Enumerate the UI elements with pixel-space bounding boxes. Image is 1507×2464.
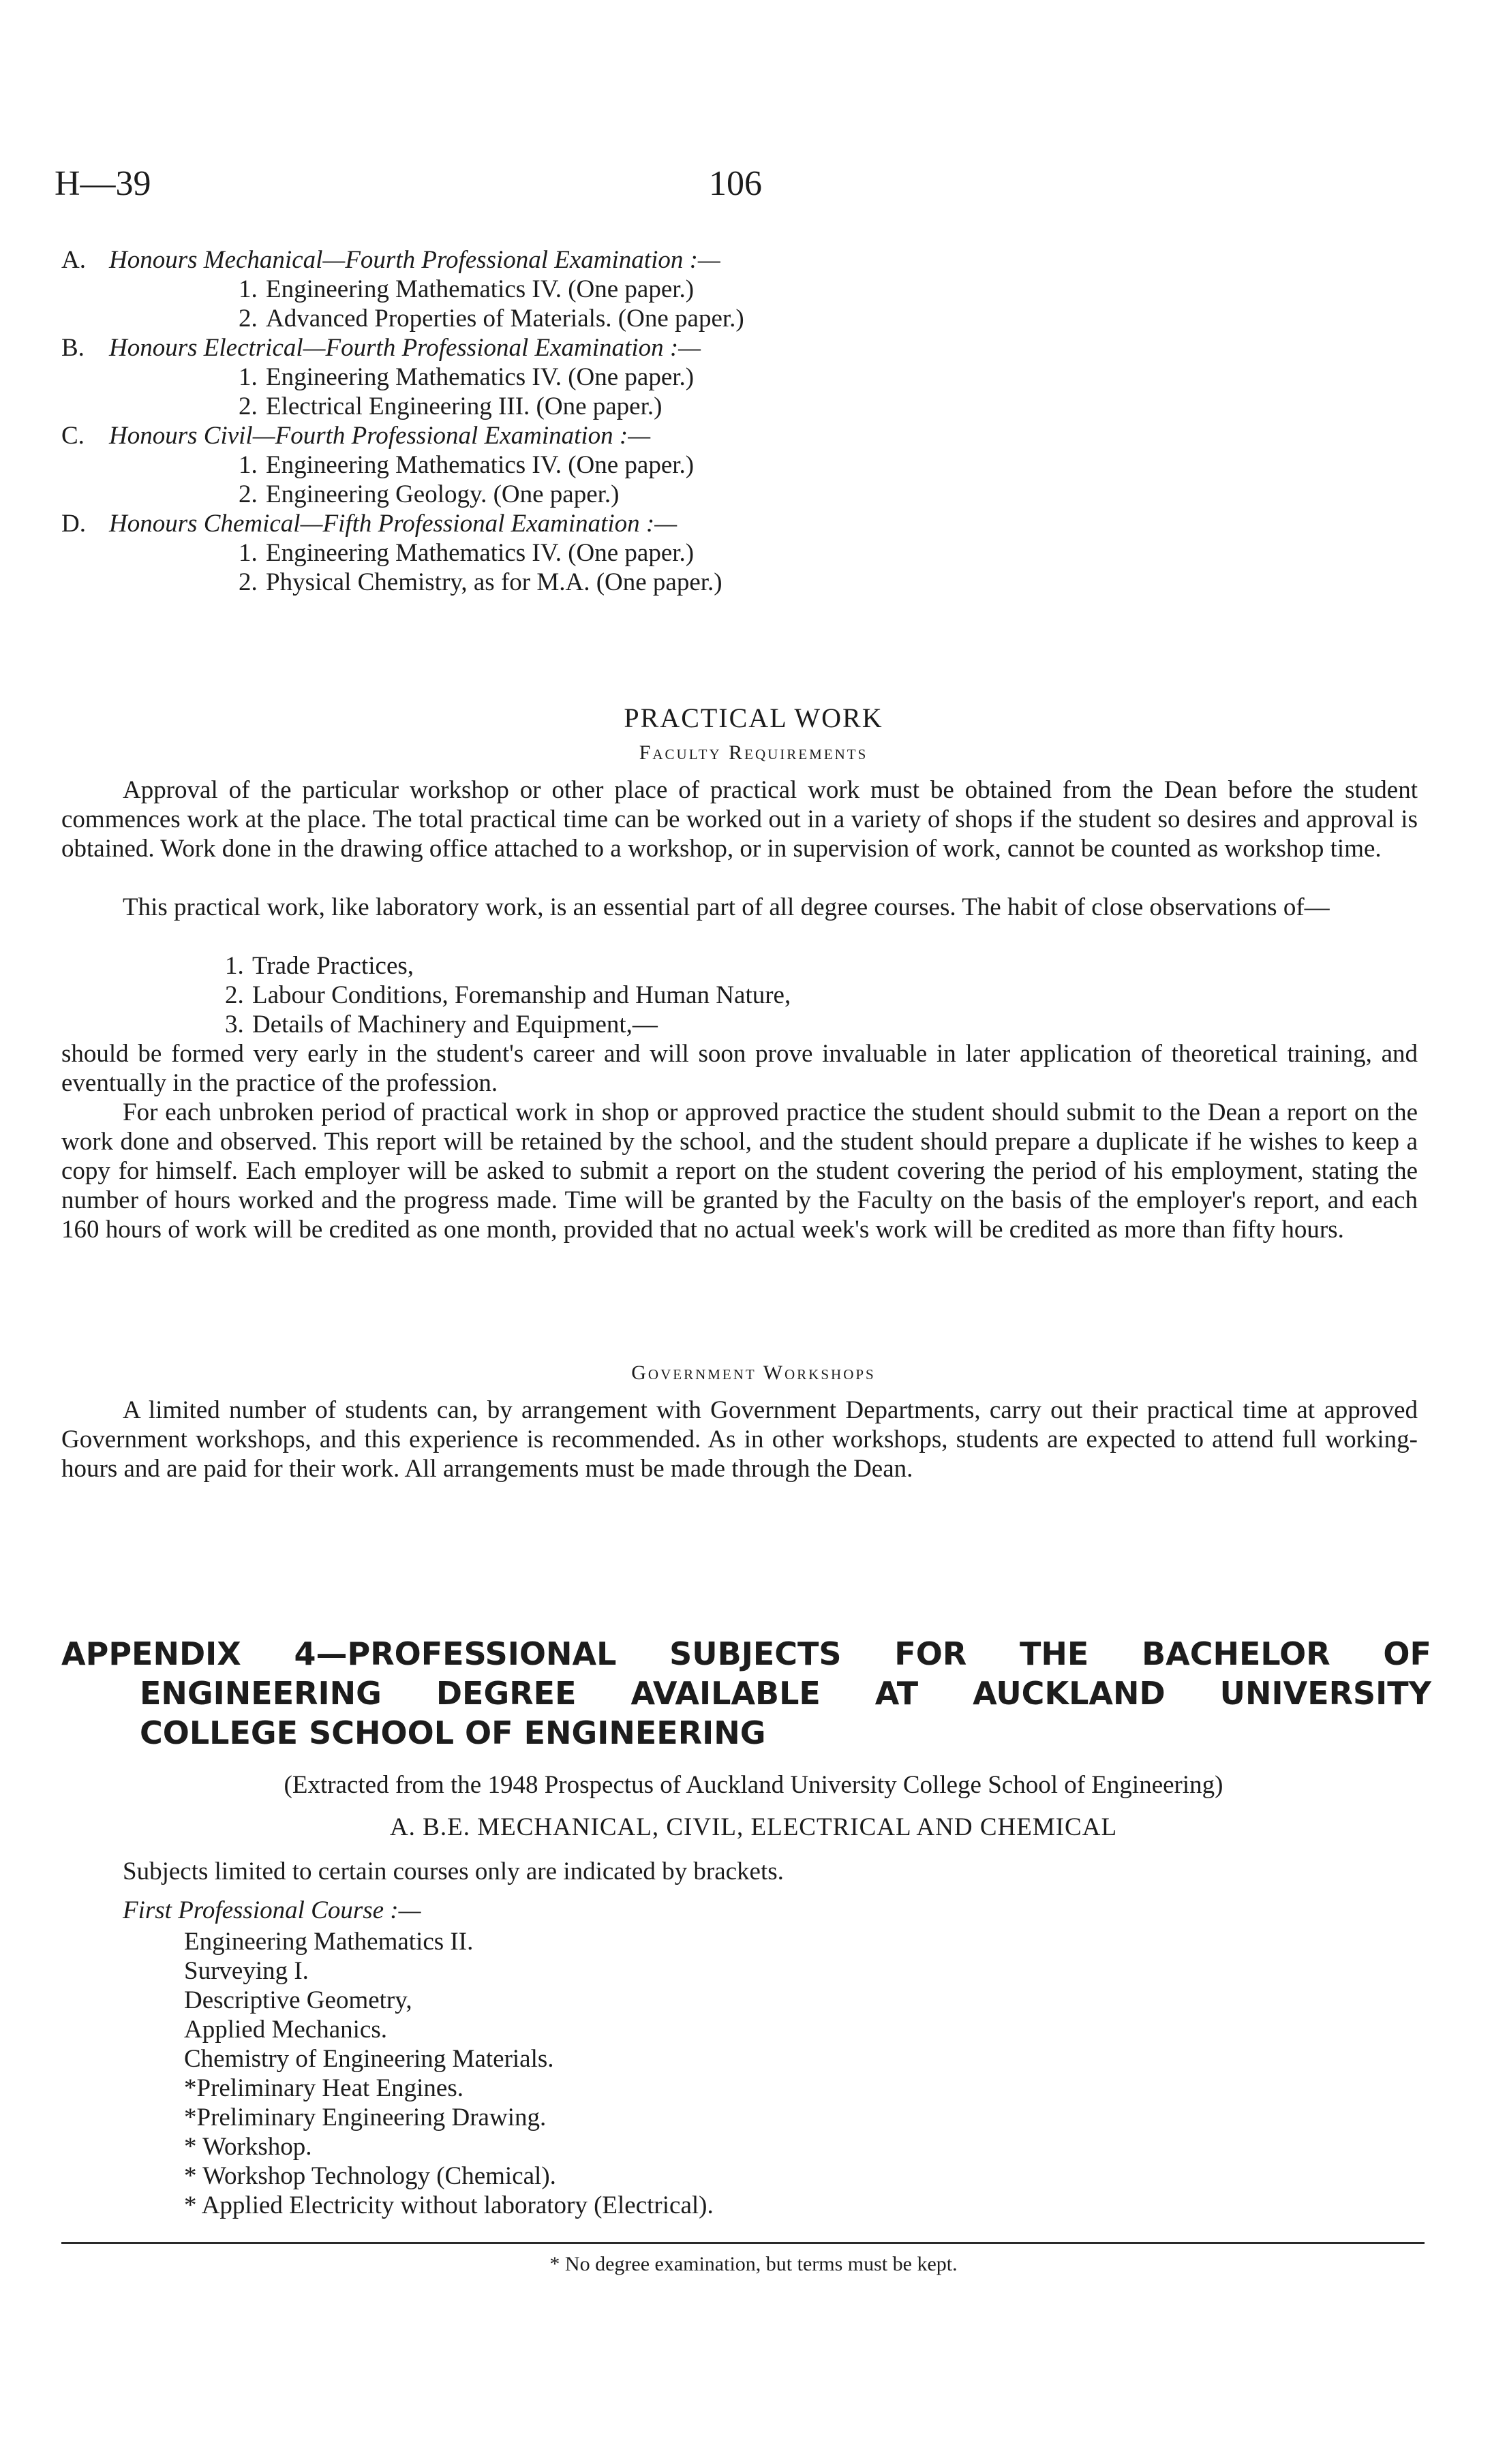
title-word: UNIVERSITY xyxy=(1219,1675,1431,1712)
item-text: Engineering Mathematics IV. (One paper.) xyxy=(266,363,695,391)
honours-list xyxy=(61,245,1418,597)
practical-paragraph-4: For each unbroken period of practical work in shop or approved practice the student should submit to the Dean a report on the work done and observed. This report will be retained by the school, and the student should prepare a duplicate if he wishes to keep a copy for himself. Each employer will be asked to submit a report on the student covering the period of his employment, stating the number of hours worked and the progress made. Time will be granted by the Faculty on the basis of the employer's report, and each 160 hours of work will be credited as one month, provided that no actual week's work will be credited as more than fifty hours. xyxy=(61,1098,1418,1244)
subject-item: Surveying I. xyxy=(184,1957,309,1985)
subject-item: Chemistry of Engineering Materials. xyxy=(184,2045,554,2073)
title-word: SUBJECTS xyxy=(669,1635,842,1672)
honours-item xyxy=(61,538,1418,568)
honours-item xyxy=(61,568,1418,597)
item-text: Engineering Mathematics IV. (One paper.) xyxy=(266,539,695,567)
honours-section xyxy=(61,421,1418,509)
government-workshops-paragraph: A limited number of students can, by arrangement with Government Departments, carry out their practical time at approved Government workshops, and this experience is recommended. As in other workshops, students are expected to attend full working-hours and are paid for their work. All arrangements must be made through the Dean. xyxy=(61,1396,1418,1483)
subject-item: * Workshop Technology (Chemical). xyxy=(184,2162,556,2190)
title-word: FOR xyxy=(894,1635,967,1672)
honours-section xyxy=(61,333,1418,421)
appendix-title-line-3: COLLEGE SCHOOL OF ENGINEERING xyxy=(140,1714,766,1751)
honours-title xyxy=(61,421,1418,450)
title-word: DEGREE xyxy=(436,1675,577,1712)
honours-title xyxy=(61,509,1418,538)
page-code: H—39 xyxy=(55,164,151,203)
item-text: Electrical Engineering III. (One paper.) xyxy=(266,392,663,420)
item-text: Engineering Mathematics IV. (One paper.) xyxy=(266,275,695,303)
honours-item xyxy=(61,450,1418,480)
item-number: 1. xyxy=(239,451,258,479)
item-text: Engineering Mathematics IV. (One paper.) xyxy=(266,451,695,479)
practical-paragraph-3: should be formed very early in the student's career and will soon prove invaluable in later application of theoretical training, and eventually in the practice of the profession. xyxy=(61,1040,1418,1097)
item-text: Labour Conditions, Foremanship and Human Nature, xyxy=(252,981,791,1009)
page-number: 106 xyxy=(709,164,762,203)
practical-paragraph-1: Approval of the particular workshop or other place of practical work must be obtained from the Dean before the student commences work at the place. The total practical time can be worked out in a variety of shops if the student so desires and approval is obtained. Work done in the drawing office attached to a workshop, or in supervision of work, cannot be counted as workshop time. xyxy=(61,776,1418,863)
title-word: ENGINEERING xyxy=(140,1675,382,1712)
title-word: THE xyxy=(1020,1635,1089,1672)
honours-letter: B. xyxy=(61,334,85,362)
page-header xyxy=(55,164,1452,211)
honours-letter: D. xyxy=(61,510,86,538)
honours-item xyxy=(61,304,1418,333)
item-number: 2. xyxy=(239,392,258,420)
subject-item: *Preliminary Engineering Drawing. xyxy=(184,2104,547,2131)
title-word: OF xyxy=(1383,1635,1431,1672)
practical-paragraph-2: This practical work, like laboratory work, is an essential part of all degree courses. The habit of close observations of— xyxy=(123,893,1330,921)
item-text: Details of Machinery and Equipment,— xyxy=(252,1011,658,1038)
honours-letter: C. xyxy=(61,422,85,450)
title-word: AT xyxy=(874,1675,919,1712)
subject-item: * Workshop. xyxy=(184,2133,312,2161)
honours-title xyxy=(61,245,1418,275)
appendix-title xyxy=(61,1634,1431,1753)
item-number: 2. xyxy=(239,305,258,333)
faculty-requirements-heading: Faculty Requirements xyxy=(639,741,868,764)
subject-list xyxy=(184,1927,714,2220)
honours-letter: A. xyxy=(61,246,86,274)
observation-list xyxy=(61,951,1418,1039)
list-item xyxy=(61,981,1418,1010)
footnote: * No degree examination, but terms must be kept. xyxy=(549,2253,958,2275)
title-word: AUCKLAND xyxy=(973,1675,1166,1712)
subject-item: Descriptive Geometry, xyxy=(184,1986,412,2014)
appendix-title-line-2 xyxy=(61,1674,1431,1713)
item-number: 3. xyxy=(225,1011,244,1038)
item-number: 2. xyxy=(239,480,258,508)
extract-note: (Extracted from the 1948 Prospectus of Auckland University College School of Engineering) xyxy=(284,1771,1223,1799)
item-number: 2. xyxy=(239,568,258,596)
subject-item: Applied Mechanics. xyxy=(184,2016,387,2044)
honours-item xyxy=(61,392,1418,421)
subject-item: *Preliminary Heat Engines. xyxy=(184,2074,463,2102)
title-word: AVAILABLE xyxy=(630,1675,821,1712)
title-word: 4—PROFESSIONAL xyxy=(294,1635,617,1672)
item-text: Engineering Geology. (One paper.) xyxy=(266,480,620,508)
item-text: Physical Chemistry, as for M.A. (One paper.) xyxy=(266,568,722,596)
item-number: 1. xyxy=(239,275,258,303)
honours-title-text: Honours Civil—Fourth Professional Examination :— xyxy=(109,422,651,450)
footnote-rule xyxy=(61,2242,1425,2244)
honours-item xyxy=(61,275,1418,304)
item-number: 1. xyxy=(225,952,244,980)
title-word: APPENDIX xyxy=(61,1635,241,1672)
honours-item xyxy=(61,480,1418,509)
honours-title xyxy=(61,333,1418,363)
honours-section xyxy=(61,509,1418,597)
item-number: 1. xyxy=(239,539,258,567)
government-workshops-heading: Government Workshops xyxy=(631,1361,876,1384)
degree-subheading: A. B.E. MECHANICAL, CIVIL, ELECTRICAL AND CHEMICAL xyxy=(389,1813,1118,1841)
item-number: 2. xyxy=(225,981,244,1009)
honours-title-text: Honours Mechanical—Fourth Professional Examination :— xyxy=(109,246,720,274)
subject-item: * Applied Electricity without laboratory (Electrical). xyxy=(184,2191,714,2219)
honours-title-text: Honours Chemical—Fifth Professional Examination :— xyxy=(109,510,678,538)
honours-section xyxy=(61,245,1418,333)
practical-work-heading: PRACTICAL WORK xyxy=(624,703,883,733)
list-item xyxy=(61,951,1418,981)
bracket-note: Subjects limited to certain courses only are indicated by brackets. xyxy=(123,1858,784,1885)
honours-item xyxy=(61,363,1418,392)
title-word: BACHELOR xyxy=(1142,1635,1330,1672)
appendix-title-line-1 xyxy=(61,1634,1431,1674)
item-text: Trade Practices, xyxy=(252,952,414,980)
list-item xyxy=(61,1010,1418,1039)
course-heading: First Professional Course :— xyxy=(123,1896,421,1924)
item-text: Advanced Properties of Materials. (One paper.) xyxy=(266,305,744,333)
item-number: 1. xyxy=(239,363,258,391)
subject-item: Engineering Mathematics II. xyxy=(184,1928,474,1956)
honours-title-text: Honours Electrical—Fourth Professional Examination :— xyxy=(109,334,701,362)
